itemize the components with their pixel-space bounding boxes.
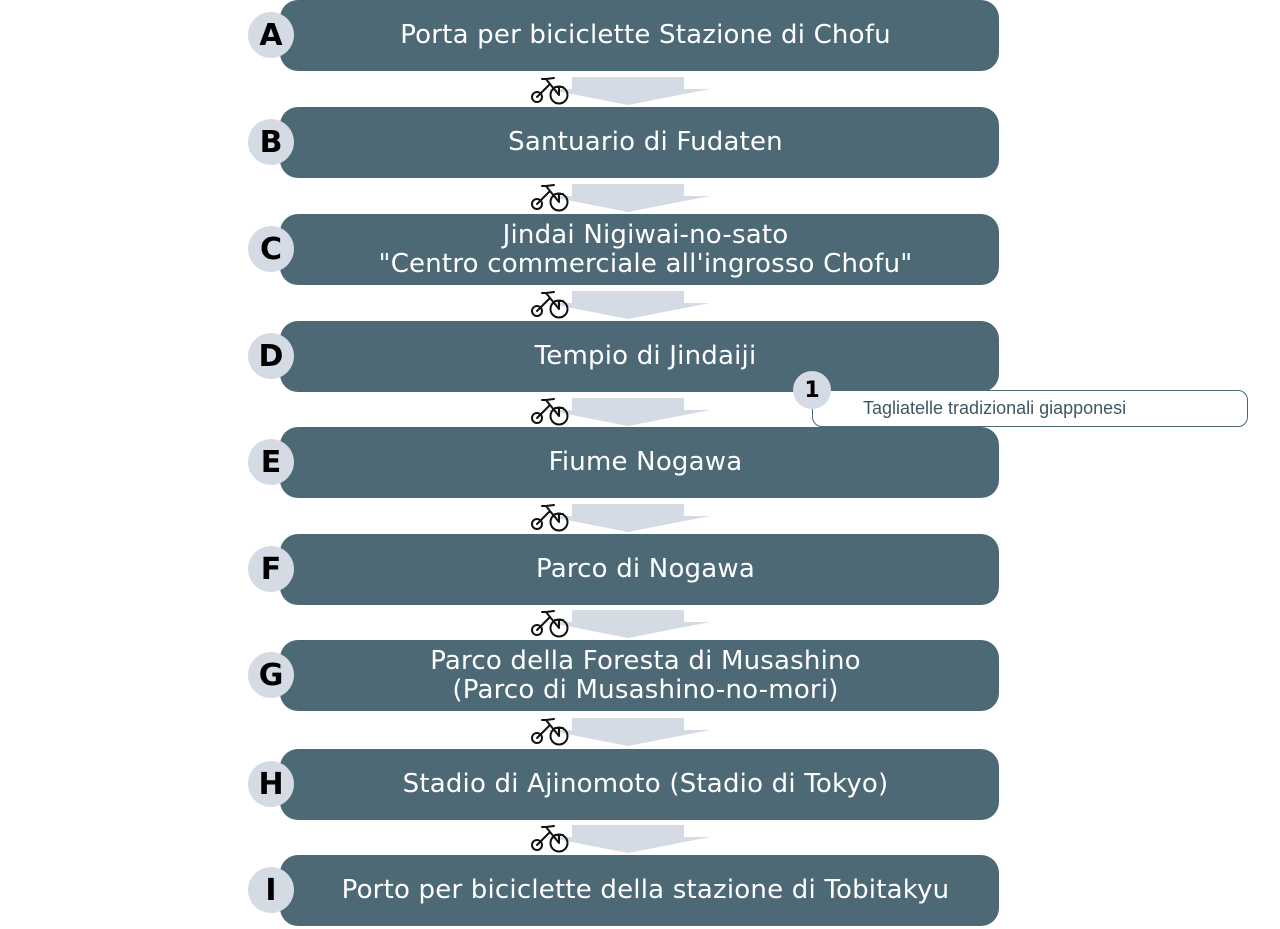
stop-g-label: Parco della Foresta di Musashino (Parco di Musashino-no-mori) <box>430 645 861 705</box>
connector-ab <box>528 75 714 107</box>
stop-f[interactable] <box>280 534 999 605</box>
stop-f-label: Parco di Nogawa <box>535 554 755 584</box>
stop-e-badge: E <box>248 439 294 485</box>
connector-gh <box>528 716 714 748</box>
stop-b[interactable] <box>280 107 999 178</box>
stop-a[interactable] <box>280 0 999 71</box>
stop-i-badge: I <box>248 867 294 913</box>
down-arrow <box>546 291 710 319</box>
food-callout-badge: 1 <box>793 371 831 409</box>
stop-d-label: Tempio di Jindaiji <box>534 341 757 371</box>
down-arrow <box>546 825 710 853</box>
stop-e[interactable] <box>280 427 999 498</box>
stop-h-badge: H <box>248 761 294 807</box>
stop-a-badge: A <box>248 12 294 58</box>
down-arrow <box>546 718 710 746</box>
connector-fg <box>528 608 714 640</box>
stop-b-label: Santuario di Fudaten <box>508 127 783 157</box>
stop-d-badge: D <box>248 333 294 379</box>
connector-cd <box>528 289 714 321</box>
stop-i-label: Porto per biciclette della stazione di Tobitakyu <box>341 875 950 905</box>
connector-ef <box>528 502 714 534</box>
stop-e-label: Fiume Nogawa <box>548 447 743 477</box>
food-callout-label: Tagliatelle tradizionali giapponesi <box>863 398 1127 418</box>
stop-f-badge: F <box>248 546 294 592</box>
food-callout[interactable] <box>812 390 1248 427</box>
down-arrow <box>546 77 710 105</box>
stop-c-badge: C <box>248 226 294 272</box>
stop-h-label: Stadio di Ajinomoto (Stadio di Tokyo) <box>402 769 889 799</box>
connector-de <box>528 396 714 428</box>
connector-hi <box>528 823 714 855</box>
stop-c[interactable] <box>280 214 999 285</box>
down-arrow <box>546 398 710 426</box>
connector-bc <box>528 182 714 214</box>
stop-g-badge: G <box>248 652 294 698</box>
stop-h[interactable] <box>280 749 999 820</box>
down-arrow <box>546 184 710 212</box>
stop-d[interactable] <box>280 321 999 392</box>
stop-a-label: Porta per biciclette Stazione di Chofu <box>400 20 891 50</box>
stop-g[interactable] <box>280 640 999 711</box>
stop-c-label: Jindai Nigiwai-no-sato "Centro commerciale all'ingrosso Chofu" <box>378 219 913 279</box>
stop-i[interactable] <box>280 855 999 926</box>
stop-b-badge: B <box>248 119 294 165</box>
down-arrow <box>546 610 710 638</box>
down-arrow <box>546 504 710 532</box>
